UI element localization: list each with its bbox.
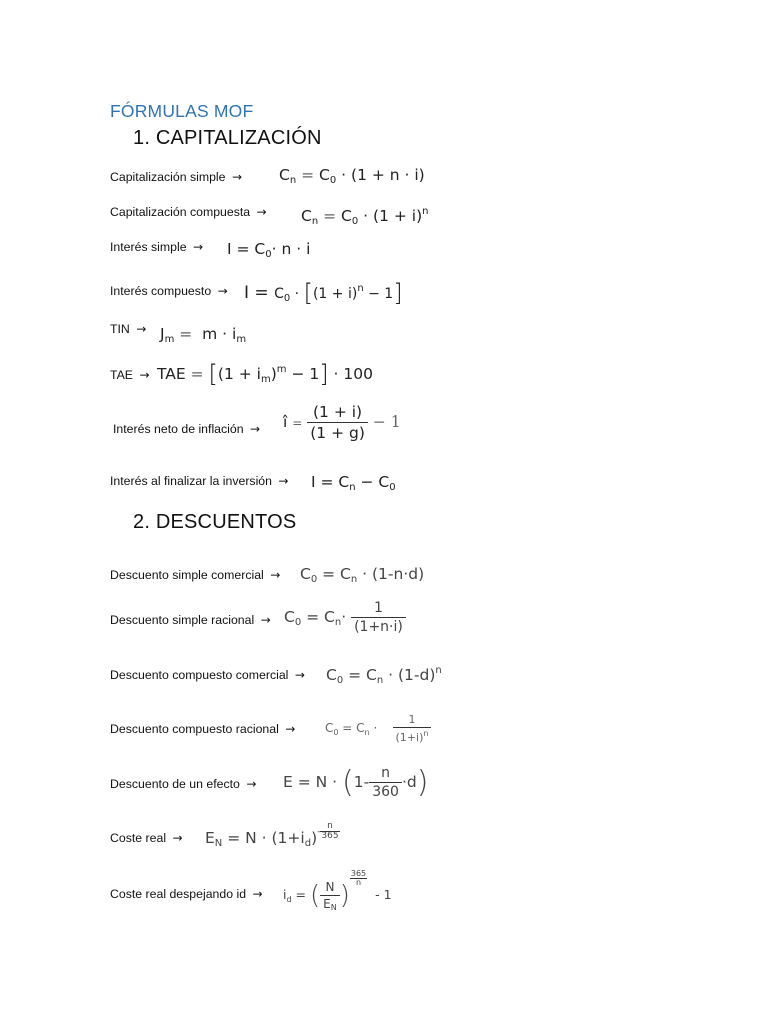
formula-tin: $J_m = m \cdot i_m$ <box>160 325 247 345</box>
formula-interes-neto-inflacion: î = $\frac{(1 + i)}{(1 + g)}$ − 1 <box>283 403 401 442</box>
formula-coste-real-despejando: $i_d$ = ( $\frac{N}{E_N}$ ) $\frac{365}{n}$ - 1 <box>283 869 392 912</box>
arrow-icon: → <box>294 668 305 682</box>
formula-descuento-efecto: E = N · (1- $\frac{n}{360}$ ·d) <box>283 765 429 800</box>
formula-label-coste-real-despejando: Coste real despejando id → <box>110 887 263 901</box>
arrow-icon: → <box>192 240 204 254</box>
formula-capitalizacion-compuesta: $C_n = C_0 \cdot (1 + i)^n$ <box>301 206 429 227</box>
arrow-icon: → <box>278 474 289 488</box>
formula-label-capitalizacion-compuesta: Capitalización compuesta → <box>110 205 267 219</box>
formula-label-interes-neto-inflacion: Interés neto de inflación → <box>113 422 261 436</box>
formula-coste-real: $E_N = N \cdot (1+i_d)-$ $\frac{n}{365}$ <box>205 821 339 849</box>
arrow-icon: → <box>246 777 257 791</box>
formula-label-interes-compuesto: Interés compuesto → <box>110 284 228 298</box>
arrow-icon: → <box>231 170 242 184</box>
arrow-icon: → <box>252 887 263 901</box>
arrow-icon: → <box>250 422 261 436</box>
formula-tae: TAE = $[(1 + i_m)^m - 1] \cdot 100$ <box>157 360 373 388</box>
formula-label-tin: TIN → <box>110 322 147 336</box>
arrow-icon: → <box>260 613 271 627</box>
formula-label-interes-simple: Interés simple → <box>110 240 204 254</box>
formula-label-interes-finalizar: Interés al finalizar la inversión → <box>110 474 289 488</box>
arrow-icon: → <box>139 368 150 382</box>
arrow-icon: → <box>256 205 267 219</box>
formula-descuento-compuesto-racional: $C_0 = C_n$ · $\frac{1}{(1+i)^n}$ <box>325 713 431 744</box>
formula-interes-simple: $I = C_0\cdot n \cdot i$ <box>227 240 311 260</box>
formula-interes-finalizar: $I = C_n - C_0$ <box>311 473 396 493</box>
formula-label-coste-real: Coste real → <box>110 831 183 845</box>
section-heading-descuentos: 2. DESCUENTOS <box>133 511 297 533</box>
formula-label-descuento-simple-comercial: Descuento simple comercial → <box>110 568 281 582</box>
arrow-icon: → <box>285 722 296 736</box>
arrow-icon: → <box>136 322 147 336</box>
formula-label-descuento-compuesto-racional: Descuento compuesto racional → <box>110 722 296 736</box>
formula-label-tae: TAE → <box>110 368 150 382</box>
document-title: FÓRMULAS MOF <box>110 101 254 121</box>
formula-interes-compuesto: $I = C_0 \cdot [(1 + i)^n - 1]$ <box>244 279 403 307</box>
formula-descuento-simple-racional: $C_0 = C_n\cdot$ $\frac{1}{(1+n\cdot i)}$ <box>284 600 406 635</box>
arrow-icon: → <box>217 284 228 298</box>
formula-descuento-simple-comercial: $C_0 = C_n \cdot (1-n\cdot d)$ <box>300 565 425 585</box>
formula-capitalizacion-simple: $C_n = C_0 \cdot (1 + n \cdot i)$ <box>279 166 425 186</box>
formula-label-capitalizacion-simple: Capitalización simple → <box>110 170 242 184</box>
formula-label-descuento-efecto: Descuento de un efecto → <box>110 777 257 791</box>
formula-descuento-compuesto-comercial: $C_0 = C_n \cdot (1-d)^n$ <box>326 665 442 686</box>
arrow-icon: → <box>172 831 183 845</box>
formula-label-descuento-simple-racional: Descuento simple racional → <box>110 613 271 627</box>
formula-label-descuento-compuesto-comercial: Descuento compuesto comercial → <box>110 668 305 682</box>
arrow-icon: → <box>270 568 281 582</box>
section-heading-capitalizacion: 1. CAPITALIZACIÓN <box>133 127 322 149</box>
